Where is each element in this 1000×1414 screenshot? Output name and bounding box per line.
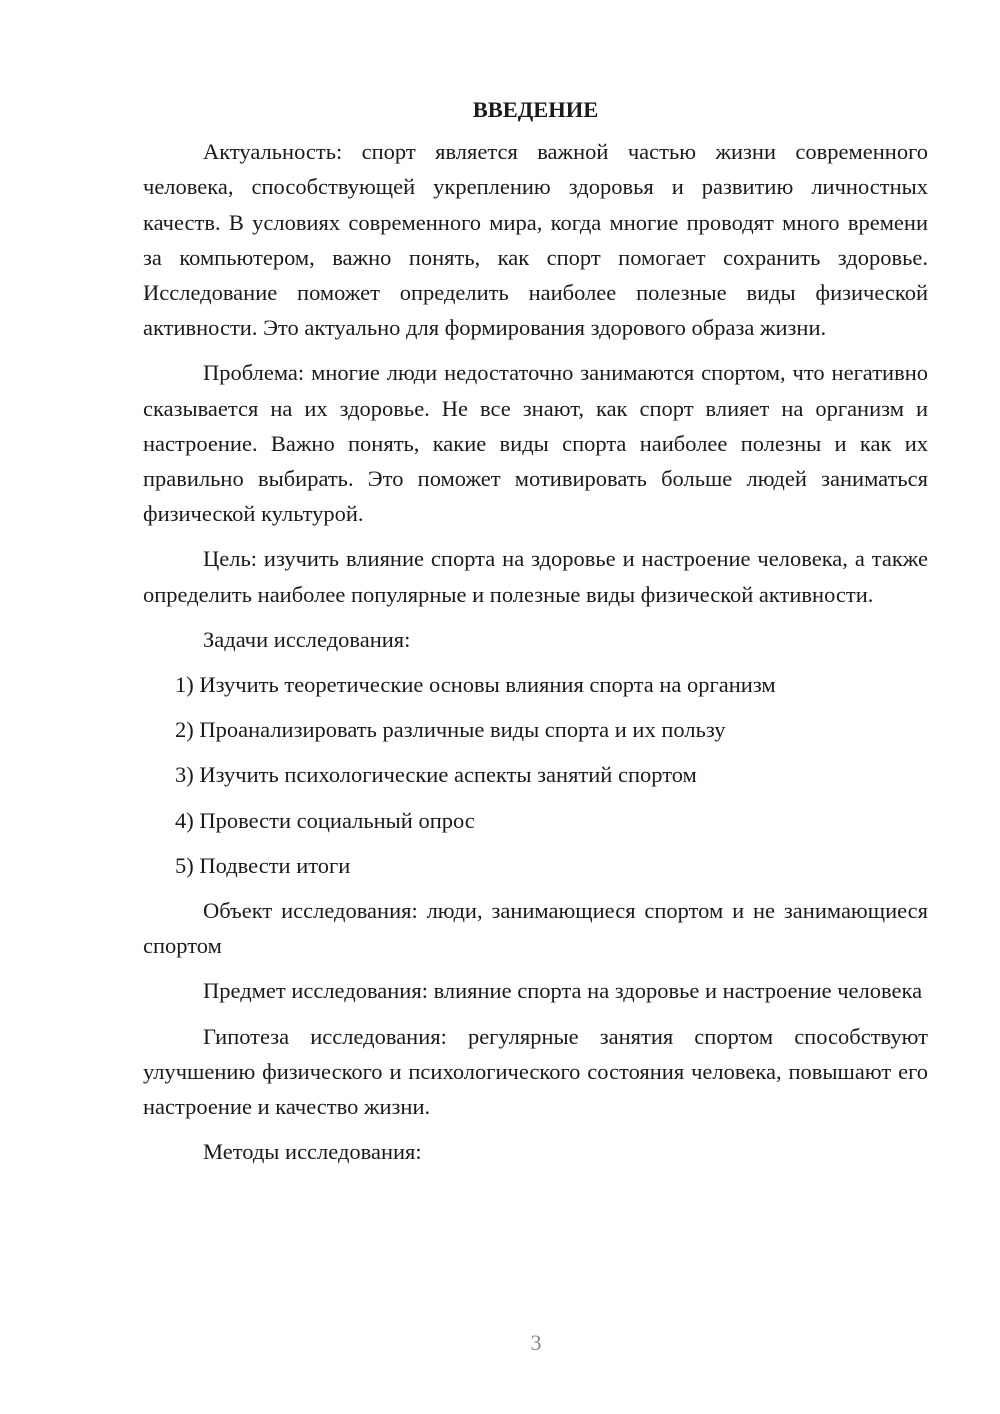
page-content [143,92,928,1179]
tasks-list [143,667,928,883]
list-item: 5) Подвести итоги [175,852,351,878]
paragraph-problem: Проблема: многие люди недостаточно занимаются спортом, что негативно сказывается на их здоровье. Не все знают, как спорт влияет на организм и настроение. Важно понять, какие виды спорта наиболее полезны и как их правильно выбирать. Это поможет мотивировать больше людей заниматься физической культурой. [143,360,928,527]
list-item: 3) Изучить психологические аспекты занятий спортом [175,762,697,788]
section-title: ВВЕДЕНИЕ [472,97,599,122]
list-item: 4) Провести социальный опрос [175,807,475,833]
paragraph-goal: Цель: изучить влияние спорта на здоровье и настроение человека, а также определить наиболее популярные и полезные виды физической активности. [143,546,928,607]
tasks-heading: Задачи исследования: [203,626,411,652]
list-item: 2) Проанализировать различные виды спорта и их пользу [175,717,726,743]
methods-heading: Методы исследования: [203,1139,422,1165]
paragraph-relevance: Актуальность: спорт является важной частью жизни современного человека, способствующей укреплению здоровья и развитию личностных качеств. В условиях современного мира, когда многие проводят много времени за компьютером, важно понять, как спорт помогает сохранить здоровье. Исследование поможет определить наиболее полезные виды физической активности. Это актуально для формирования здорового образа жизни. [143,139,928,341]
paragraph-object: Объект исследования: люди, занимающиеся спортом и не занимающиеся спортом [143,898,928,959]
list-item: 1) Изучить теоретические основы влияния спорта на организм [175,672,776,698]
page-number: 3 [530,1330,542,1355]
paragraph-hypothesis: Гипотеза исследования: регулярные занятия спортом способствуют улучшению физического и психологического состояния человека, повышают его настроение и качество жизни. [143,1023,928,1120]
paragraph-subject: Предмет исследования: влияние спорта на здоровье и настроение человека [203,978,923,1004]
